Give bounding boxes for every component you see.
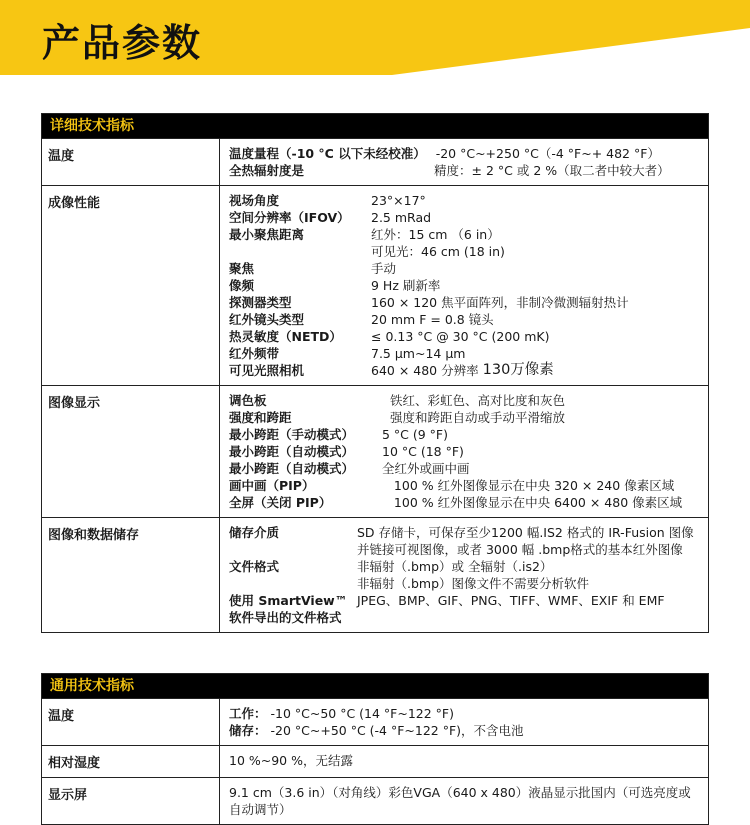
param-key: 储存： — [229, 723, 267, 738]
param-value: 20 mm F = 0.8 镜头 — [371, 312, 494, 327]
param-value: 7.5 μm~14 μm — [371, 346, 466, 361]
header-banner — [0, 0, 750, 75]
row-label: 图像显示 — [42, 386, 220, 517]
param-key: 最小跨距（手动模式） — [229, 427, 355, 442]
param-value: 100 % 红外图像显示在中央 320 × 240 像素区域 — [382, 478, 675, 493]
param-key: 文件格式 — [229, 559, 280, 574]
param-value: 10 %~90 %，无结露 — [229, 753, 353, 768]
param-key: 聚焦 — [229, 261, 255, 276]
param-value: 10 °C (18 °F) — [382, 444, 464, 459]
param-key: 全屏（关闭 PIP） — [229, 495, 332, 510]
param-key: 探测器类型 — [229, 295, 292, 310]
table-row — [42, 385, 708, 517]
page-title: 产品参数 — [42, 21, 203, 65]
row-label: 温度 — [42, 139, 220, 185]
param-key: 强度和跨距 — [229, 410, 292, 425]
table-row — [42, 138, 708, 185]
param-key: 最小聚焦距离 — [229, 227, 305, 242]
param-value-large: 130万像素 — [482, 362, 554, 378]
param-key: 最小跨距（自动模式） — [229, 444, 355, 459]
param-key: 热灵敏度（NETD） — [229, 329, 342, 344]
param-value: 手动 — [371, 261, 397, 276]
param-value: 640 × 480 分辨率 — [371, 363, 479, 378]
table-row — [42, 698, 708, 745]
param-key: 温度量程（-10 °C 以下未经校准） — [229, 146, 426, 161]
param-value: 9 Hz 刷新率 — [371, 278, 441, 293]
row-content — [220, 699, 708, 745]
param-value: 可见光：46 cm (18 in) — [371, 244, 505, 259]
param-line — [229, 162, 702, 179]
row-label: 成像性能 — [42, 186, 220, 385]
param-value: -10 °C~50 °C (14 °F~122 °F) — [266, 706, 454, 721]
param-value: 100 % 红外图像显示在中央 6400 × 480 像素区域 — [382, 495, 683, 510]
row-content — [220, 139, 708, 185]
param-value: 红外：15 cm （6 in） — [371, 227, 500, 242]
param-key: 像频 — [229, 278, 255, 293]
param-key: 使用 SmartView™ 软件导出的文件格式 — [229, 593, 348, 625]
param-value: 160 × 120 焦平面阵列，非制冷微测辐射热计 — [371, 295, 629, 310]
general-table-heading: 通用技术指标 — [42, 674, 708, 698]
param-line — [229, 145, 702, 162]
param-key: 最小跨距（自动模式） — [229, 461, 355, 476]
param-value: 精度：± 2 °C 或 2 %（取二者中较大者） — [434, 163, 670, 178]
param-value: 9.1 cm（3.6 in）（对角线）彩色VGA（640 x 480）液晶显示批国内（可选亮度或自动调节） — [229, 785, 691, 817]
param-value: 铁红、彩虹色、高对比度和灰色 — [382, 393, 565, 408]
table-row — [42, 777, 708, 824]
row-content — [220, 778, 708, 824]
param-key: 可见光照相机 — [229, 363, 305, 378]
param-value: 非辐射（.bmp）或 全辐射（.is2） 非辐射（.bmp）图像文件不需要分析软件 — [357, 559, 590, 591]
table-row — [42, 517, 708, 632]
param-value: ≤ 0.13 °C @ 30 °C (200 mK) — [371, 329, 550, 344]
row-label: 温度 — [42, 699, 220, 745]
param-key: 储存介质 — [229, 525, 280, 540]
param-value: 全红外或画中画 — [382, 461, 470, 476]
row-content — [220, 386, 708, 517]
row-content — [220, 186, 708, 385]
param-value: 强度和跨距自动或手动平滑缩放 — [382, 410, 565, 425]
row-content — [220, 746, 708, 777]
row-label: 显示屏 — [42, 778, 220, 824]
param-value: JPEG、BMP、GIF、PNG、TIFF、WMF、EXIF 和 EMF — [357, 593, 665, 608]
row-label: 图像和数据储存 — [42, 518, 220, 632]
table-row — [42, 745, 708, 777]
param-key: 视场角度 — [229, 193, 280, 208]
param-value: 2.5 mRad — [371, 210, 432, 225]
detail-table-heading: 详细技术指标 — [42, 114, 708, 138]
param-value: -20 °C~+250 °C（-4 °F~+ 482 °F） — [435, 146, 660, 161]
param-key: 红外镜头类型 — [229, 312, 305, 327]
row-label: 相对湿度 — [42, 746, 220, 777]
detail-spec-table — [41, 113, 709, 633]
param-value: -20 °C~+50 °C (-4 °F~122 °F)，不含电池 — [266, 723, 524, 738]
param-key: 全热辐射度是 — [229, 163, 305, 178]
general-spec-table — [41, 673, 709, 825]
param-key: 画中画（PIP） — [229, 478, 315, 493]
param-key — [229, 243, 371, 260]
row-content — [220, 518, 708, 632]
table-row — [42, 185, 708, 385]
param-key: 空间分辨率（IFOV） — [229, 210, 350, 225]
param-key: 工作： — [229, 706, 267, 721]
param-key: 调色板 — [229, 393, 267, 408]
param-value: 23°×17° — [371, 193, 426, 208]
param-key: 红外频带 — [229, 346, 280, 361]
param-value: SD 存储卡，可保存至少1200 幅.IS2 格式的 IR-Fusion 图像并链接可视图像，或者 3000 幅 .bmp格式的基本红外图像 — [357, 525, 694, 557]
param-value: 5 °C (9 °F) — [382, 427, 448, 442]
